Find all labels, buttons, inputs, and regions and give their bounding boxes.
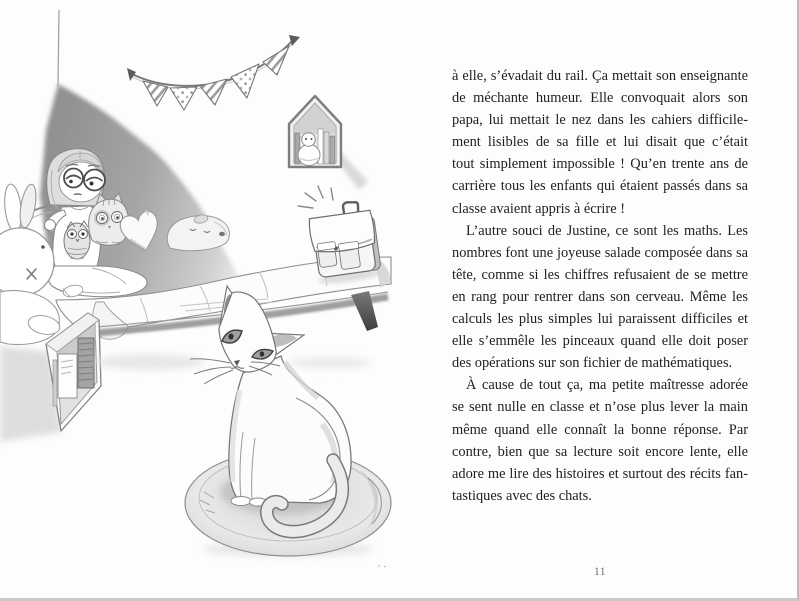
cat-paw <box>231 497 251 506</box>
bunny-ear <box>17 183 38 229</box>
text-line: des opérations sur son fichier de mathématiques. <box>452 355 733 372</box>
girl-fist <box>45 220 56 231</box>
text-line: À cause de tout ça, ma petite maîtresse adorée <box>466 377 748 394</box>
bunny-head <box>0 228 54 296</box>
sparkle-rays <box>298 186 333 208</box>
puppy-nose <box>219 232 225 236</box>
text-line: classe avaient appris à écrire ! <box>452 200 625 217</box>
house-shelf <box>289 96 368 190</box>
text-line: tête, comme si les chiffres refusaient de se mettre <box>452 266 748 283</box>
text-line: nombres font une joyeuse salade composée dans sa <box>452 244 748 261</box>
text-line: papa, lui mettait le nez dans les cahiers difficile- <box>452 112 748 129</box>
text-line: tastiques avec des chats. <box>452 487 592 504</box>
pennant-dotted <box>231 64 259 98</box>
text-line: contre, bien que sa lecture soit encore lente, elle <box>452 443 748 460</box>
text-line: elle s’emmêle les pinceaux quand elle doit poser <box>452 333 748 350</box>
text-line: calculs les plus simples lui paraissent difficiles et <box>452 311 748 328</box>
pennant-dotted <box>170 87 197 110</box>
pencil-dots <box>378 565 386 567</box>
garland-right-hook <box>289 35 300 46</box>
page-number: 11 <box>593 566 607 578</box>
text-line: ment lisibles de sa fille et lui disait que c’était <box>452 134 748 151</box>
text-line: tout simplement impossible ! Qu’en trente ans de <box>452 156 748 173</box>
text-line: se sent nulle en classe et n’ose plus lever la main <box>452 399 748 416</box>
text-line: à elle, s’évadait du rail. Ça mettait son enseignante <box>452 68 748 84</box>
bunting-garland <box>127 35 300 110</box>
pennant-striped <box>263 46 289 75</box>
pennant-striped <box>200 79 227 105</box>
text-line: adore me lire des histoires et surtout des récits fan- <box>452 465 748 482</box>
text-line: carrière tous les enfants qui étaient passés dans sa <box>452 178 748 195</box>
page-text-column <box>452 65 748 507</box>
text-line: même quand elle connaît la bonne réponse. Par <box>452 421 748 438</box>
text-line: L’autre souci de Justine, ce sont les maths. Les <box>466 222 748 239</box>
text-line: de méchante humeur. Elle convoquait alors son <box>452 90 748 107</box>
text-line: en rang pour rentrer dans son cerveau. Même les <box>452 288 748 305</box>
cat-face <box>219 292 276 372</box>
bunny-eye <box>41 245 45 249</box>
